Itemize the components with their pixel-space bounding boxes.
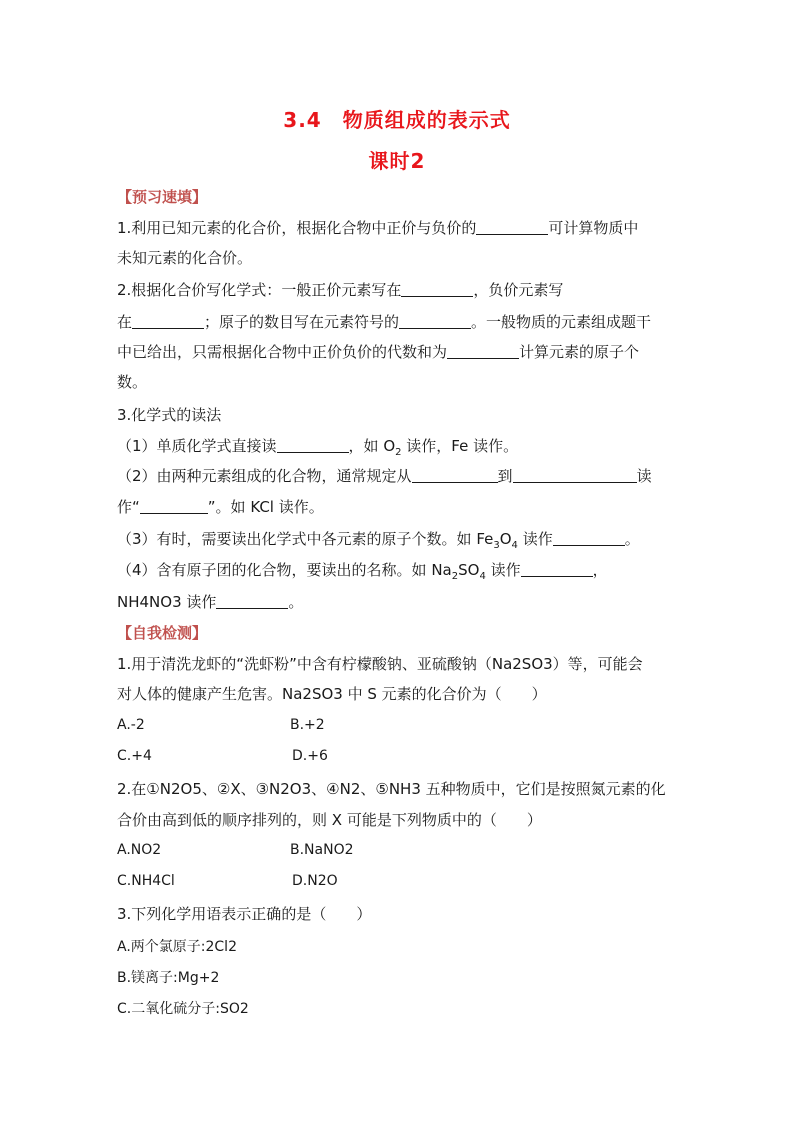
- q3-option-a: A.两个氯原子:2Cl2: [117, 939, 237, 955]
- answer-blank: [412, 466, 498, 483]
- page-title: 3.4 物质组成的表示式: [283, 108, 511, 132]
- answer-blank: [140, 497, 208, 514]
- q2-option-d: D.N2O: [292, 873, 338, 889]
- q2-option-c: C.NH4Cl: [117, 873, 175, 889]
- answer-blank: [277, 436, 349, 453]
- preview-line-7: 3.化学式的读法: [117, 406, 222, 424]
- answer-blank: [513, 466, 637, 483]
- preview-line-2: 未知元素的化合价。: [117, 249, 253, 267]
- section-preview-heading: 【预习速填】: [117, 188, 208, 206]
- question-3-line: 3.下列化学用语表示正确的是（ ）: [117, 905, 372, 923]
- preview-line-6: 数。: [117, 373, 148, 391]
- reading-rule-4-cont: NH4NO3 读作 。: [117, 593, 304, 611]
- question-1-line-1: 1.用于清洗龙虾的“洗虾粉”中含有柠檬酸钠、亚硫酸钠（Na2SO3）等，可能会: [117, 655, 643, 673]
- q1-option-d: D.+6: [292, 748, 328, 764]
- q1-option-b: B.+2: [290, 717, 325, 733]
- reading-rule-2: （2）由两种元素组成的化合物，通常规定从 到 读: [117, 467, 652, 485]
- answer-blank: [216, 592, 288, 609]
- page-subtitle: 课时2: [368, 149, 426, 173]
- reading-rule-1: （1）单质化学式直接读 ，如 $O_2$ 读作，Fe 读作。: [117, 437, 519, 458]
- answer-blank: [132, 312, 204, 329]
- answer-blank: [401, 280, 473, 297]
- reading-rule-4: （4）含有原子团的化合物，要读出的名称。如 $Na_2SO_4$ 读作 ，: [117, 561, 608, 582]
- answer-blank: [553, 529, 625, 546]
- q2-option-a: A.NO2: [117, 842, 162, 858]
- q1-option-a: A.-2: [117, 717, 145, 733]
- q3-option-b: B.镁离子:Mg+2: [117, 970, 220, 986]
- question-2-line-1: 2.在①N2O5、②X、③N2O3、④N2、⑤NH3 五种物质中，它们是按照氮元素的化: [117, 780, 666, 798]
- answer-blank: [521, 560, 593, 577]
- answer-blank: [476, 218, 548, 235]
- question-1-line-2: 对人体的健康产生危害。Na2SO3 中 S 元素的化合价为（ ）: [117, 685, 547, 703]
- reading-rule-3: （3）有时，需要读出化学式中各元素的原子个数。如 $Fe_3O_4$ 读作 。: [117, 530, 640, 551]
- q3-option-c: C.二氧化硫分子:SO2: [117, 1001, 249, 1017]
- preview-line-3: 2.根据化合价写化学式：一般正价元素写在 ，负价元素写: [117, 281, 564, 299]
- section-self-check-heading: 【自我检测】: [117, 624, 208, 642]
- preview-line-4: 在 ；原子的数目写在元素符号的 。一般物质的元素组成题干: [117, 313, 652, 331]
- q2-option-b: B.NaNO2: [290, 842, 354, 858]
- answer-blank: [399, 312, 471, 329]
- question-2-line-2: 合价由高到低的顺序排列的，则 X 可能是下列物质中的（ ）: [117, 811, 542, 829]
- reading-rule-2-cont: 作“ ”。如 KCl 读作。: [117, 498, 324, 516]
- q1-option-c: C.+4: [117, 748, 152, 764]
- preview-line-1: 1.利用已知元素的化合价，根据化合物中正价与负价的 可计算物质中: [117, 219, 639, 237]
- preview-line-5: 中已给出，只需根据化合物中正价负价的代数和为 计算元素的原子个: [117, 343, 640, 361]
- answer-blank: [447, 342, 519, 359]
